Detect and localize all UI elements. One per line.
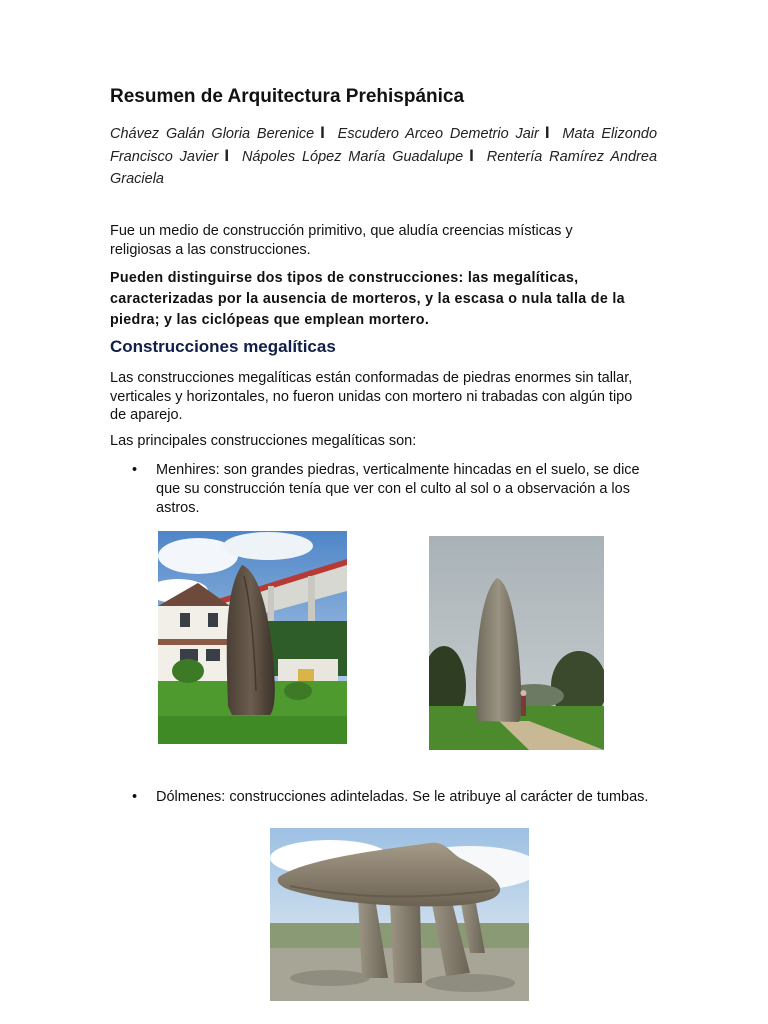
bullet-dot: • — [132, 789, 138, 805]
intro-paragraph: Fue un medio de construcción primitivo, que aludía creencias místicas y religiosas a las construcciones. — [110, 223, 573, 258]
dolmen-photo — [270, 828, 529, 1001]
types-paragraph: Pueden distinguirse dos tipos de construcciones: las megalíticas, caracterizadas por la ausencia de morteros, y la escasa o nula talla de la piedra; y las ciclópeas que emplean mortero. — [110, 270, 625, 328]
document-title: Resumen de Arquitectura Prehispánica — [110, 86, 465, 107]
author-name: Rentería Ramírez Andrea Graciela — [110, 149, 658, 187]
author-name: Escudero Arceo Demetrio Jair — [337, 126, 539, 142]
author-separator: I — [320, 123, 325, 142]
author-separator: I — [544, 123, 550, 142]
list-item-text: Menhires: son grandes piedras, verticalmente hincadas en el suelo, se dice que su construcción tenía que ver con el culto al sol o a observación a los astros. — [156, 462, 640, 516]
menhir-photo-field — [429, 536, 604, 750]
authors-line — [110, 122, 657, 190]
author-name: Chávez Galán Gloria Berenice — [110, 126, 315, 142]
menhir-photo-house — [158, 531, 347, 744]
author-separator: I — [224, 146, 230, 165]
author-name: Mata Elizondo Francisco Javier — [110, 126, 658, 165]
list-intro: Las principales construcciones megalíticas son: — [110, 433, 417, 449]
list-item-text: Dólmenes: construcciones adinteladas. Se le atribuye al carácter de tumbas. — [156, 789, 649, 805]
section-heading: Construcciones megalíticas — [110, 337, 336, 356]
section-paragraph: Las construcciones megalíticas están conformadas de piedras enormes sin tallar, verticales y horizontales, no fueron unidas con mortero ni trabadas con algún tipo de aparejo. — [110, 370, 633, 423]
author-name: Nápoles López María Guadalupe — [241, 149, 464, 165]
author-separator: I — [469, 146, 474, 165]
bullet-dot: • — [132, 462, 138, 478]
